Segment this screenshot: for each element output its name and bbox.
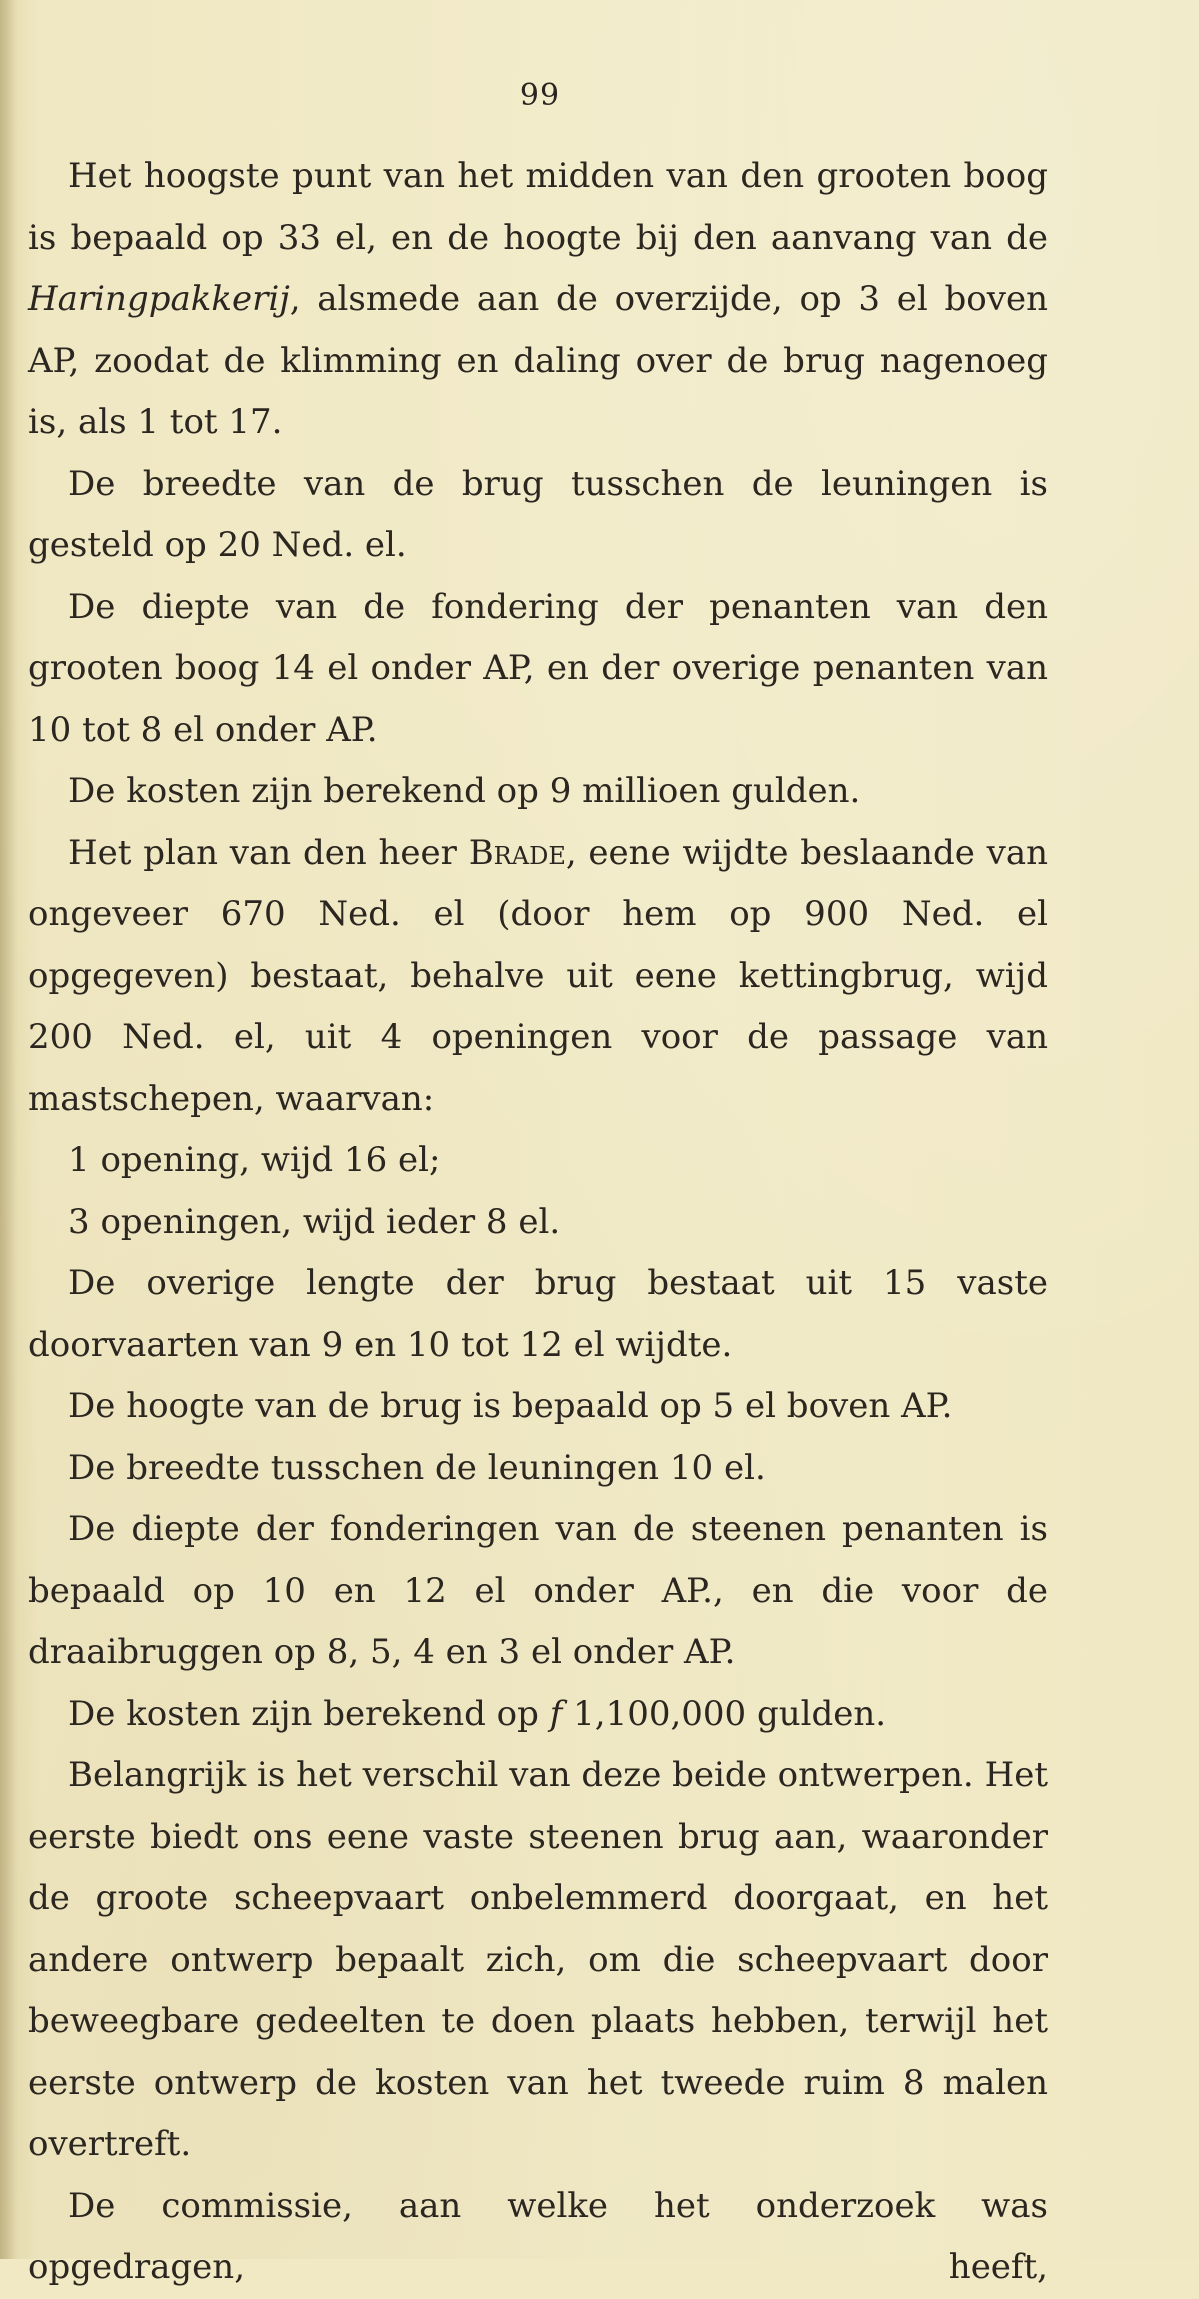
text-span: 1,100,000 gulden. (562, 1693, 887, 1734)
text-span: De kosten zijn berekend op 9 millioen gulden. (68, 771, 861, 811)
text-span: De overige lengte der brug bestaat uit 15 vaste doorvaarten van 9 en 10 tot 12 el wijdte. (28, 1263, 1048, 1365)
text-span: De kosten zijn berekend op (68, 1693, 550, 1734)
text-span: De diepte der fonderingen van de steenen penanten is bepaald op 10 en 12 el onder AP., en die voor de draaibruggen op 8, 5, 4 en 3 el onder AP. (28, 1509, 1048, 1672)
text-span: 3 openingen, wijd ieder 8 el. (68, 1201, 561, 1242)
text-span: 1 opening, wijd 16 el; (68, 1140, 441, 1180)
text-span: De breedte tusschen de leuningen 10 el. (68, 1447, 766, 1488)
text-span: De diepte van de fondering der penanten van den grooten boog 14 el onder AP, en der overige penanten van 10 tot 8 el onder AP. (28, 586, 1048, 750)
text-span: Het hoogste punt van het midden van den grooten boog is bepaald op 33 el, en de hoogte bij den aanvang van de (28, 156, 1048, 258)
paragraph-foundation-depth (28, 577, 1048, 762)
paragraph-costs-second (28, 1684, 1048, 1746)
paragraph-comparison (28, 1745, 1048, 2176)
paragraph-foundation-second (28, 1499, 1048, 1684)
paragraph-width-second (28, 1438, 1048, 1500)
text-span: De hoogte van de brug is bepaald op 5 el boven AP. (68, 1386, 953, 1426)
paragraph-remaining-length (28, 1253, 1048, 1376)
italic-florin-sign: f (549, 1693, 563, 1734)
text-span: De breedte van de brug tusschen de leuningen is gesteld op 20 Ned. el. (28, 463, 1048, 565)
text-span: De commissie, aan welke het onderzoek was opgedragen, heeft, (28, 2185, 1048, 2287)
text-span: Belangrijk is het verschil van deze beide ontwerpen. Het eerste biedt ons eene vaste steenen brug aan, waaronder de groote scheepvaart onbelemmerd doorgaat, en het andere ontwerp bepaalt zich, om die scheepvaart door beweegbare gedeelten te doen plaats hebben, terwijl het eerste ontwerp de kosten van het tweede ruim 8 malen overtreft. (28, 1755, 1048, 2164)
paragraph-bridge-height (28, 146, 1048, 454)
paragraph-brade-plan (28, 823, 1048, 1131)
text-span: Het plan van den heer (68, 832, 469, 873)
smallcaps-name: Brade (468, 832, 566, 873)
paragraph-bridge-height-second (28, 1376, 1048, 1438)
body-text (28, 146, 1048, 2299)
paragraph-bridge-width (28, 454, 1048, 577)
paragraph-openings-three (28, 1192, 1048, 1254)
page-spine-shadow (0, 0, 18, 2259)
italic-place-name: Haringpakkerij (28, 279, 290, 319)
paragraph-costs-first (28, 761, 1048, 823)
page-number: 99 (519, 78, 561, 113)
paragraph-opening-one (28, 1130, 1048, 1192)
paragraph-commission (28, 2176, 1048, 2299)
text-span: , alsmede aan de overzijde, op 3 el boven AP, zoodat de klimming en daling over de brug nagenoeg is, als 1 tot 17. (28, 279, 1048, 442)
text-span: , eene wijdte beslaande van ongeveer 670 Ned. el (door hem op 900 Ned. el opgegeven) bestaat, behalve uit eene kettingbrug, wijd 200 Ned. el, uit 4 openingen voor de passage van mastschepen, waarvan: (28, 832, 1048, 1119)
